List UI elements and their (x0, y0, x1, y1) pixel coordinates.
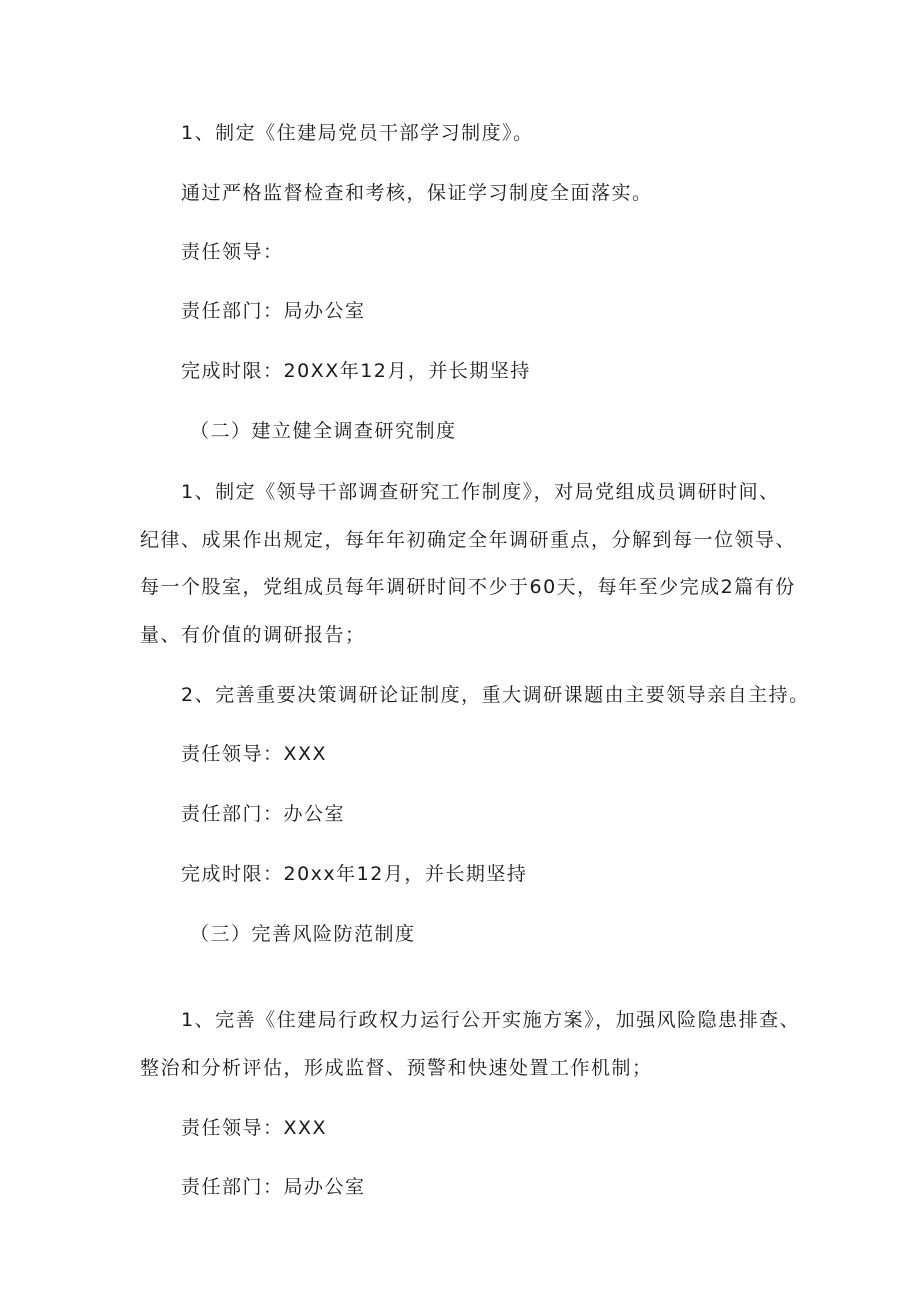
field-responsible-department: 责任部门：局办公室 (181, 300, 366, 322)
paragraph-line: 1、制定《领导干部调查研究工作制度》，对局党组成员调研时间、 (181, 481, 780, 503)
paragraph-line: 量、有价值的调研报告； (140, 624, 366, 646)
paragraph-line: 1、制定《住建局党员干部学习制度》。 (181, 122, 534, 144)
field-responsible-department: 责任部门：办公室 (181, 803, 346, 825)
paragraph-line: 每一个股室，党组成员每年调研时间不少于60天，每年至少完成2篇有份 (140, 576, 796, 598)
section-heading: （三）完善风险防范制度 (190, 923, 416, 945)
field-label-responsible-leader: 责任领导：XXX (181, 743, 328, 765)
paragraph-line: 纪律、成果作出规定，每年年初确定全年调研重点，分解到每一位领导、 (140, 529, 797, 551)
section-heading: （二）建立健全调查研究制度 (190, 420, 457, 442)
paragraph-line: 1、完善《住建局行政权力运行公开实施方案》，加强风险隐患排查、 (181, 1009, 801, 1031)
field-deadline: 完成时限：20xx年12月，并长期坚持 (181, 863, 528, 885)
field-responsible-department: 责任部门：局办公室 (181, 1176, 366, 1198)
field-label-responsible-leader: 责任领导： (181, 241, 284, 263)
paragraph-line: 2、完善重要决策调研论证制度，重大调研课题由主要领导亲自主持。 (181, 684, 810, 706)
field-label-responsible-leader: 责任领导：XXX (181, 1117, 328, 1139)
paragraph-line: 通过严格监督检查和考核，保证学习制度全面落实。 (181, 182, 653, 204)
paragraph-line: 整治和分析评估，形成监督、预警和快速处置工作机制； (140, 1057, 653, 1079)
field-deadline: 完成时限：20XX年12月，并长期坚持 (181, 360, 531, 382)
